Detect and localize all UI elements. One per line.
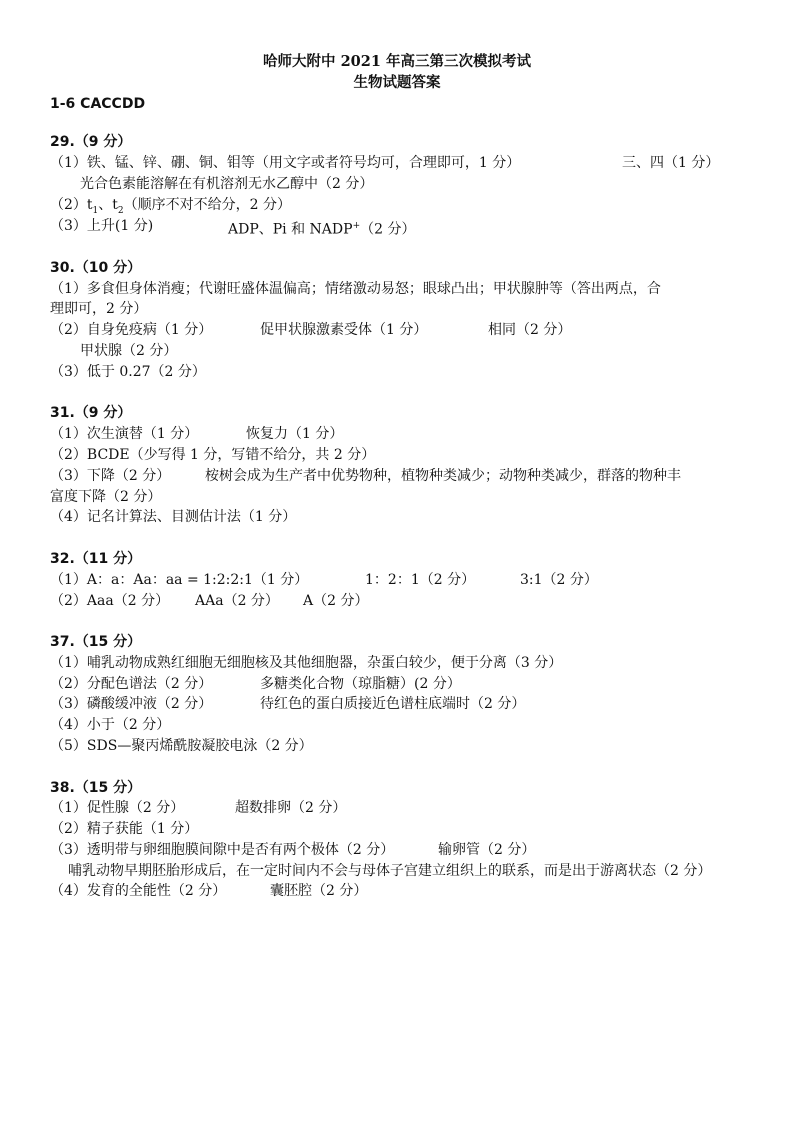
answer-text: 多糖类化合物（琼脂糖）(2 分） [260,676,461,692]
answer-text: 促甲状腺激素受体（1 分） [260,322,428,338]
question-31-part-3-cont: 富度下降（2 分） [50,489,162,505]
answer-text: 三、四（1 分） [622,155,720,171]
answer-text: 输卵管（2 分） [438,842,536,858]
question-31-part-2: （2）BCDE（少写得 1 分，写错不给分，共 2 分） [50,447,376,463]
question-31-heading: 31.（9 分） [50,405,132,421]
answer-text: （3）上升(1 分) [50,218,154,234]
question-29-part-1-cont: 光合色素能溶解在有机溶剂无水乙醇中（2 分） [80,176,374,192]
question-30-part-1: （1）多食但身体消瘦；代谢旺盛体温偏高；情绪激动易怒；眼球凸出；甲状腺肿等（答出两点，合 [50,281,661,297]
answer-text: （2）分配色谱法（2 分） [50,676,213,692]
answer-text: 恢复力（1 分） [246,426,344,442]
answer-text: （1）促性腺（2 分） [50,800,185,816]
answer-text: （1）次生演替（1 分） [50,426,199,442]
answer-text-group [228,216,415,240]
answer-text: 3:1（2 分） [520,572,598,588]
question-31-part-4: （4）记名计算法、目测估计法（1 分） [50,509,297,525]
answer-text: 1：2：1（2 分） [365,572,476,588]
question-30-part-3: （3）低于 0.27（2 分） [50,364,206,380]
page-title: 哈师大附中 2021 年高三第三次模拟考试 [263,53,531,70]
answer-text: （2）自身免疫病（1 分） [50,322,213,338]
answer-text: （3）透明带与卵细胞膜间隙中是否有两个极体（2 分） [50,842,395,858]
answer-text: （1）A：a：Aa：aa = 1:2:2:1（1 分） [50,572,309,588]
answer-text: ADP、Pi 和 NADP [228,221,353,238]
question-38-heading: 38.（15 分） [50,780,142,796]
page-subtitle: 生物试题答案 [353,74,441,91]
answer-text: （1）铁、锰、锌、硼、铜、钼等（用文字或者符号均可，合理即可，1 分） [50,155,521,171]
question-37-part-5: （5）SDS—聚丙烯酰胺凝胶电泳（2 分） [50,738,313,754]
multiple-choice-answers: 1-6 CACCDD [50,96,146,112]
question-38-part-2: （2）精子获能（1 分） [50,821,199,837]
question-30-heading: 30.（10 分） [50,260,142,276]
answer-text: （2 分） [360,221,416,238]
answer-text: （3）磷酸缓冲液（2 分） [50,696,213,712]
answer-text: （顺序不对不给分，2 分） [123,197,292,213]
question-30-part-1-cont: 理即可，2 分） [50,301,148,317]
answer-text: 囊胚腔（2 分） [270,883,368,899]
subscript: 1 [92,205,99,216]
answer-text: 、t [98,197,118,213]
subscript: 2 [117,205,124,216]
question-32-heading: 32.（11 分） [50,551,142,567]
answer-text: （3）下降（2 分） [50,468,171,484]
answer-text: AAa（2 分） [195,593,279,609]
question-37-part-1: （1）哺乳动物成熟红细胞无细胞核及其他细胞器，杂蛋白较少，便于分离（3 分） [50,655,563,671]
question-37-part-4: （4）小于（2 分） [50,717,171,733]
answer-text: （4）发育的全能性（2 分） [50,883,227,899]
question-38-part-3-cont: 哺乳动物早期胚胎形成后，在一定时间内不会与母体子宫建立组织上的联系，而是出于游离状态（2 分） [68,863,712,879]
question-30-part-2-cont: 甲状腺（2 分） [80,343,178,359]
answer-text: 待红色的蛋白质接近色谱柱底端时（2 分） [260,696,526,712]
answer-text: 超数排卵（2 分） [235,800,347,816]
answer-text: （2）Aaa（2 分） [50,593,170,609]
question-29-heading: 29.（9 分） [50,134,132,150]
superscript: + [352,221,361,231]
question-37-heading: 37.（15 分） [50,634,142,650]
answer-text: 桉树会成为生产者中优势物种，植物种类减少；动物种类减少，群落的物种丰 [205,468,681,484]
answer-text: 相同（2 分） [488,322,572,338]
answer-text: （2）t [50,197,93,213]
answer-text: A（2 分） [303,593,369,609]
